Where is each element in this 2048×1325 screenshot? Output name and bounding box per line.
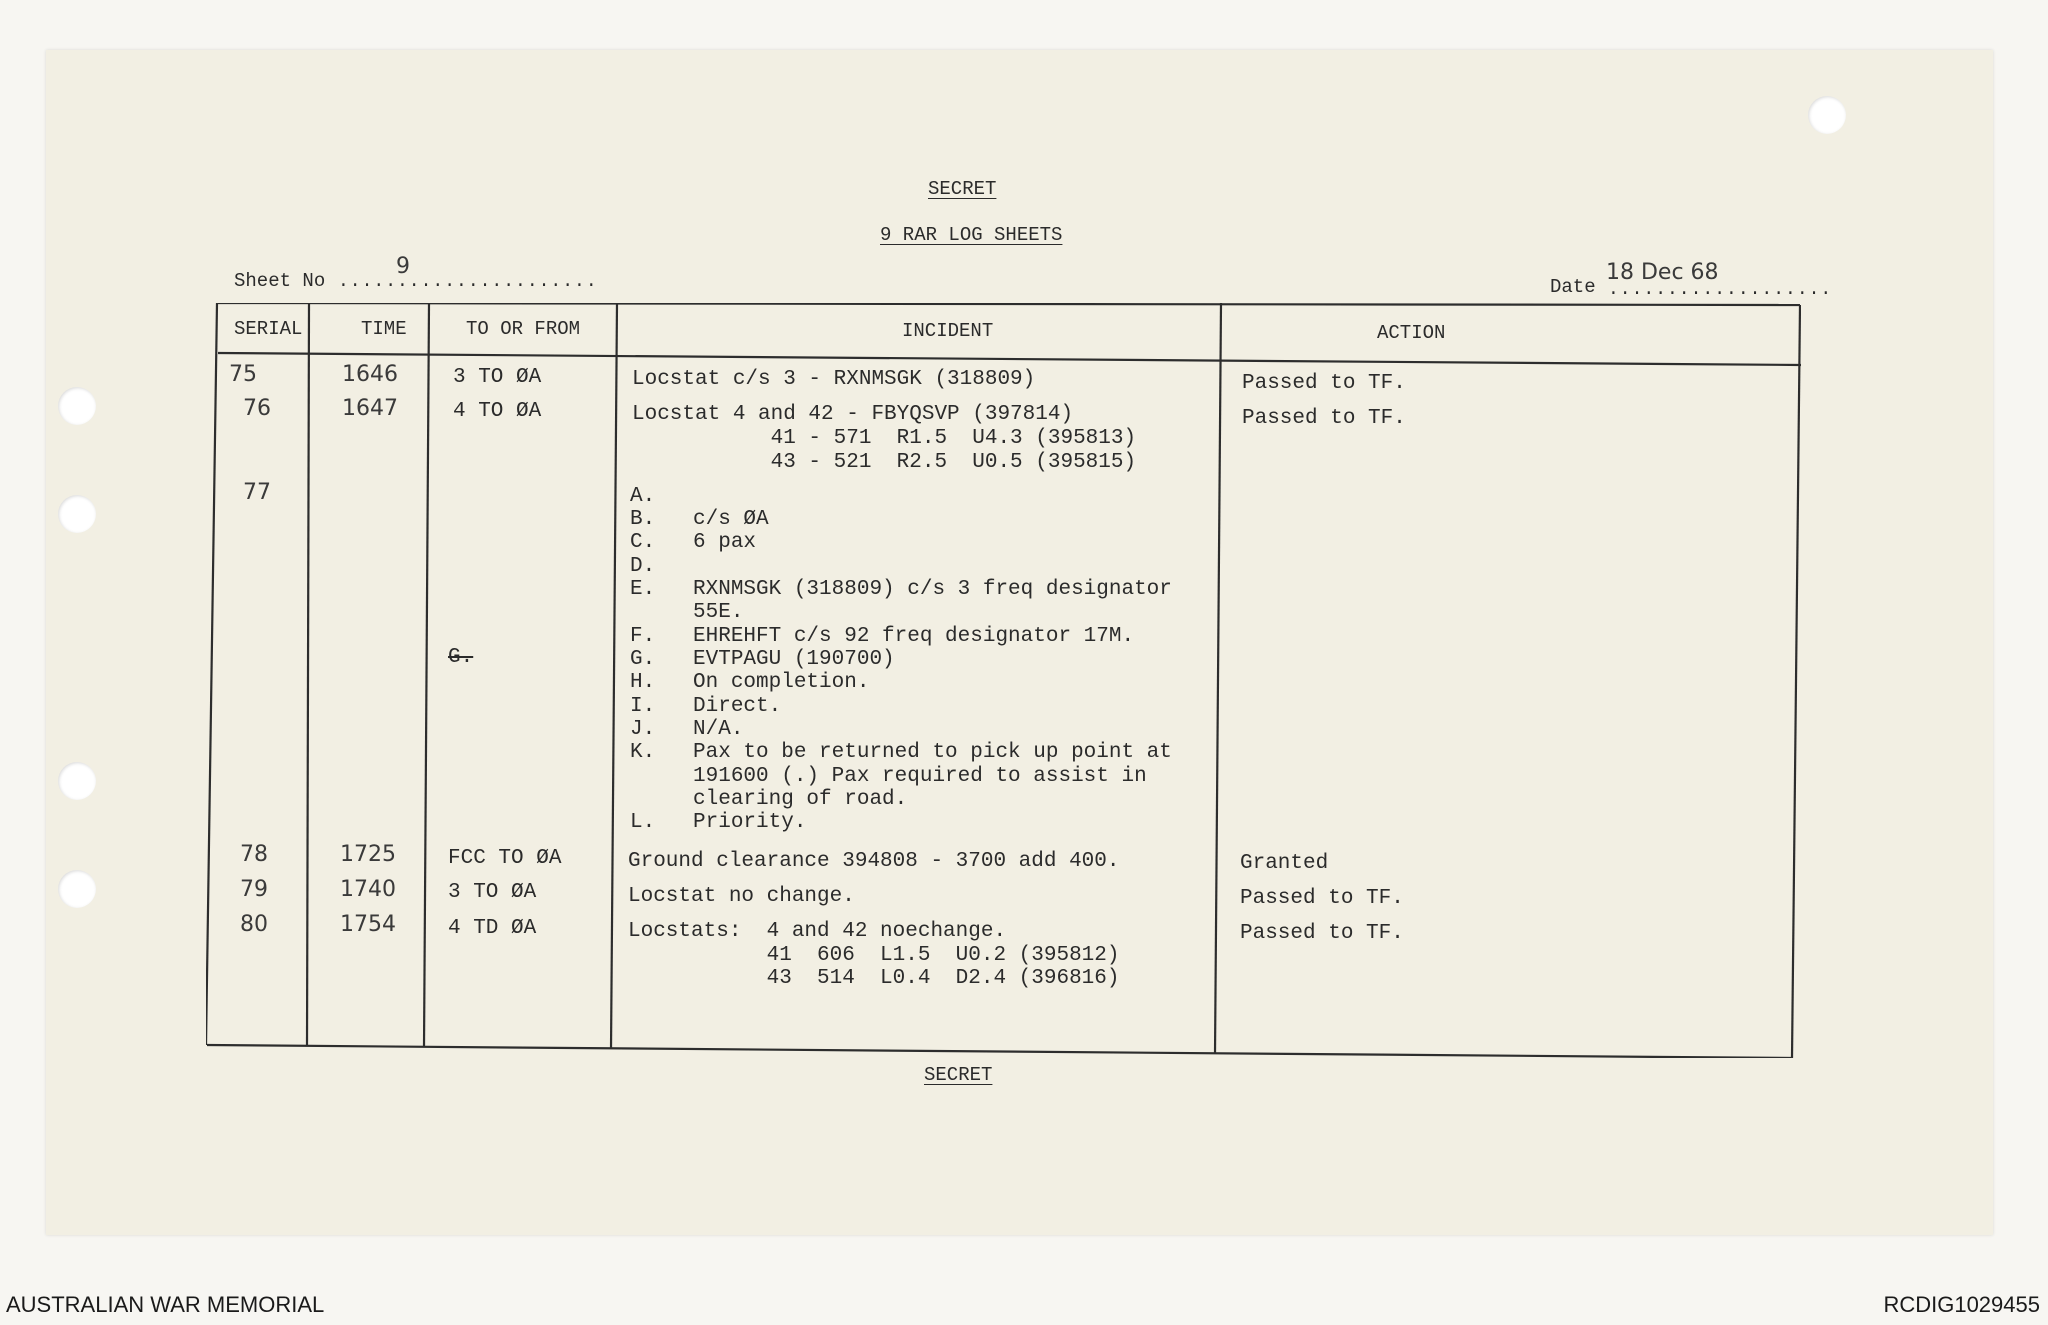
row-serial: 77 — [243, 480, 271, 505]
sheet-no-label: Sheet No — [234, 270, 326, 292]
row-incident-line: K. Pax to be returned to pick up point at — [630, 741, 1172, 764]
row-serial: 80 — [240, 912, 268, 937]
date-value: 18 Dec 68 — [1606, 260, 1719, 285]
row-time: 1646 — [342, 362, 398, 387]
row-serial: 78 — [240, 842, 268, 867]
row-incident-line: 41 - 571 R1.5 U4.3 (395813) — [632, 427, 1137, 450]
date-label: Date — [1550, 276, 1596, 298]
row-time: 1740 — [340, 877, 396, 902]
classification-top: SECRET — [928, 178, 997, 200]
header-action: ACTION — [1377, 322, 1446, 344]
row-incident-line: 43 - 521 R2.5 U0.5 (395815) — [632, 451, 1137, 474]
row-incident-line: 191600 (.) Pax required to assist in — [630, 765, 1147, 788]
row-incident-line: H. On completion. — [630, 671, 870, 694]
archive-footer-right: RCDIG1029455 — [1883, 1292, 2040, 1317]
row-time: 1725 — [340, 842, 396, 867]
row-action: Passed to TF. — [1240, 922, 1404, 945]
row-time: 1754 — [340, 912, 396, 937]
row-incident-line: L. Priority. — [630, 811, 807, 834]
row-action: Passed to TF. — [1242, 372, 1406, 395]
row-incident-line: Locstat 4 and 42 - FBYQSVP (397814) — [632, 403, 1074, 426]
row-serial: 76 — [243, 396, 271, 421]
row-to-from-struck: G. — [448, 646, 474, 669]
row-incident-line: J. N/A. — [630, 718, 744, 741]
row-incident-line: Locstat no change. — [628, 885, 855, 908]
row-to-from: FCC TO ØA — [448, 847, 562, 870]
row-incident-line: D. — [630, 555, 656, 578]
archive-footer-left: AUSTRALIAN WAR MEMORIAL — [6, 1292, 325, 1317]
row-incident-line: 41 606 L1.5 U0.2 (395812) — [628, 944, 1120, 967]
row-incident-line: 55E. — [630, 601, 744, 624]
row-incident-line: Ground clearance 394808 - 3700 add 400. — [628, 850, 1120, 873]
row-action: Passed to TF. — [1240, 887, 1404, 910]
punch-hole-4 — [58, 870, 96, 908]
row-action: Passed to TF. — [1242, 407, 1406, 430]
sheet-no-value: 9 — [396, 254, 410, 279]
classification-bottom: SECRET — [924, 1064, 993, 1086]
header-to-or-from: TO OR FROM — [466, 318, 581, 340]
row-serial: 79 — [240, 877, 268, 902]
row-incident-line: E. RXNMSGK (318809) c/s 3 freq designator — [630, 578, 1172, 601]
row-incident-line: clearing of road. — [630, 788, 908, 811]
row-to-from: 4 TO ØA — [453, 400, 542, 423]
row-incident-line: I. Direct. — [630, 695, 782, 718]
row-serial: 75 — [229, 362, 257, 387]
row-incident-line: G. EVTPAGU (190700) — [630, 648, 895, 671]
row-incident-line: B. c/s ØA — [630, 508, 769, 531]
punch-hole-top-right — [1808, 96, 1846, 134]
row-incident-line: Locstats: 4 and 42 noechange. — [628, 920, 1007, 943]
punch-hole-3 — [58, 762, 96, 800]
row-incident-line: F. EHREHFT c/s 92 freq designator 17M. — [630, 625, 1135, 648]
row-to-from: 4 TD ØA — [448, 917, 537, 940]
row-incident-line: A. — [630, 485, 656, 508]
header-time: TIME — [361, 318, 407, 340]
header-incident: INCIDENT — [902, 320, 994, 342]
row-action: Granted — [1240, 852, 1329, 875]
document-title: 9 RAR LOG SHEETS — [880, 224, 1063, 246]
row-incident-line: 43 514 L0.4 D2.4 (396816) — [628, 967, 1120, 990]
row-to-from: 3 TO ØA — [448, 881, 537, 904]
sheet-no-dotted-line: ...................... — [338, 272, 598, 292]
row-incident-line: Locstat c/s 3 - RXNMSGK (318809) — [632, 368, 1036, 391]
date-dotted-line: ................... — [1608, 280, 1833, 300]
punch-hole-1 — [58, 387, 96, 425]
row-to-from: 3 TO ØA — [453, 366, 542, 389]
header-serial: SERIAL — [234, 318, 303, 340]
row-incident-line: C. 6 pax — [630, 531, 757, 554]
row-time: 1647 — [342, 396, 398, 421]
punch-hole-2 — [58, 495, 96, 533]
